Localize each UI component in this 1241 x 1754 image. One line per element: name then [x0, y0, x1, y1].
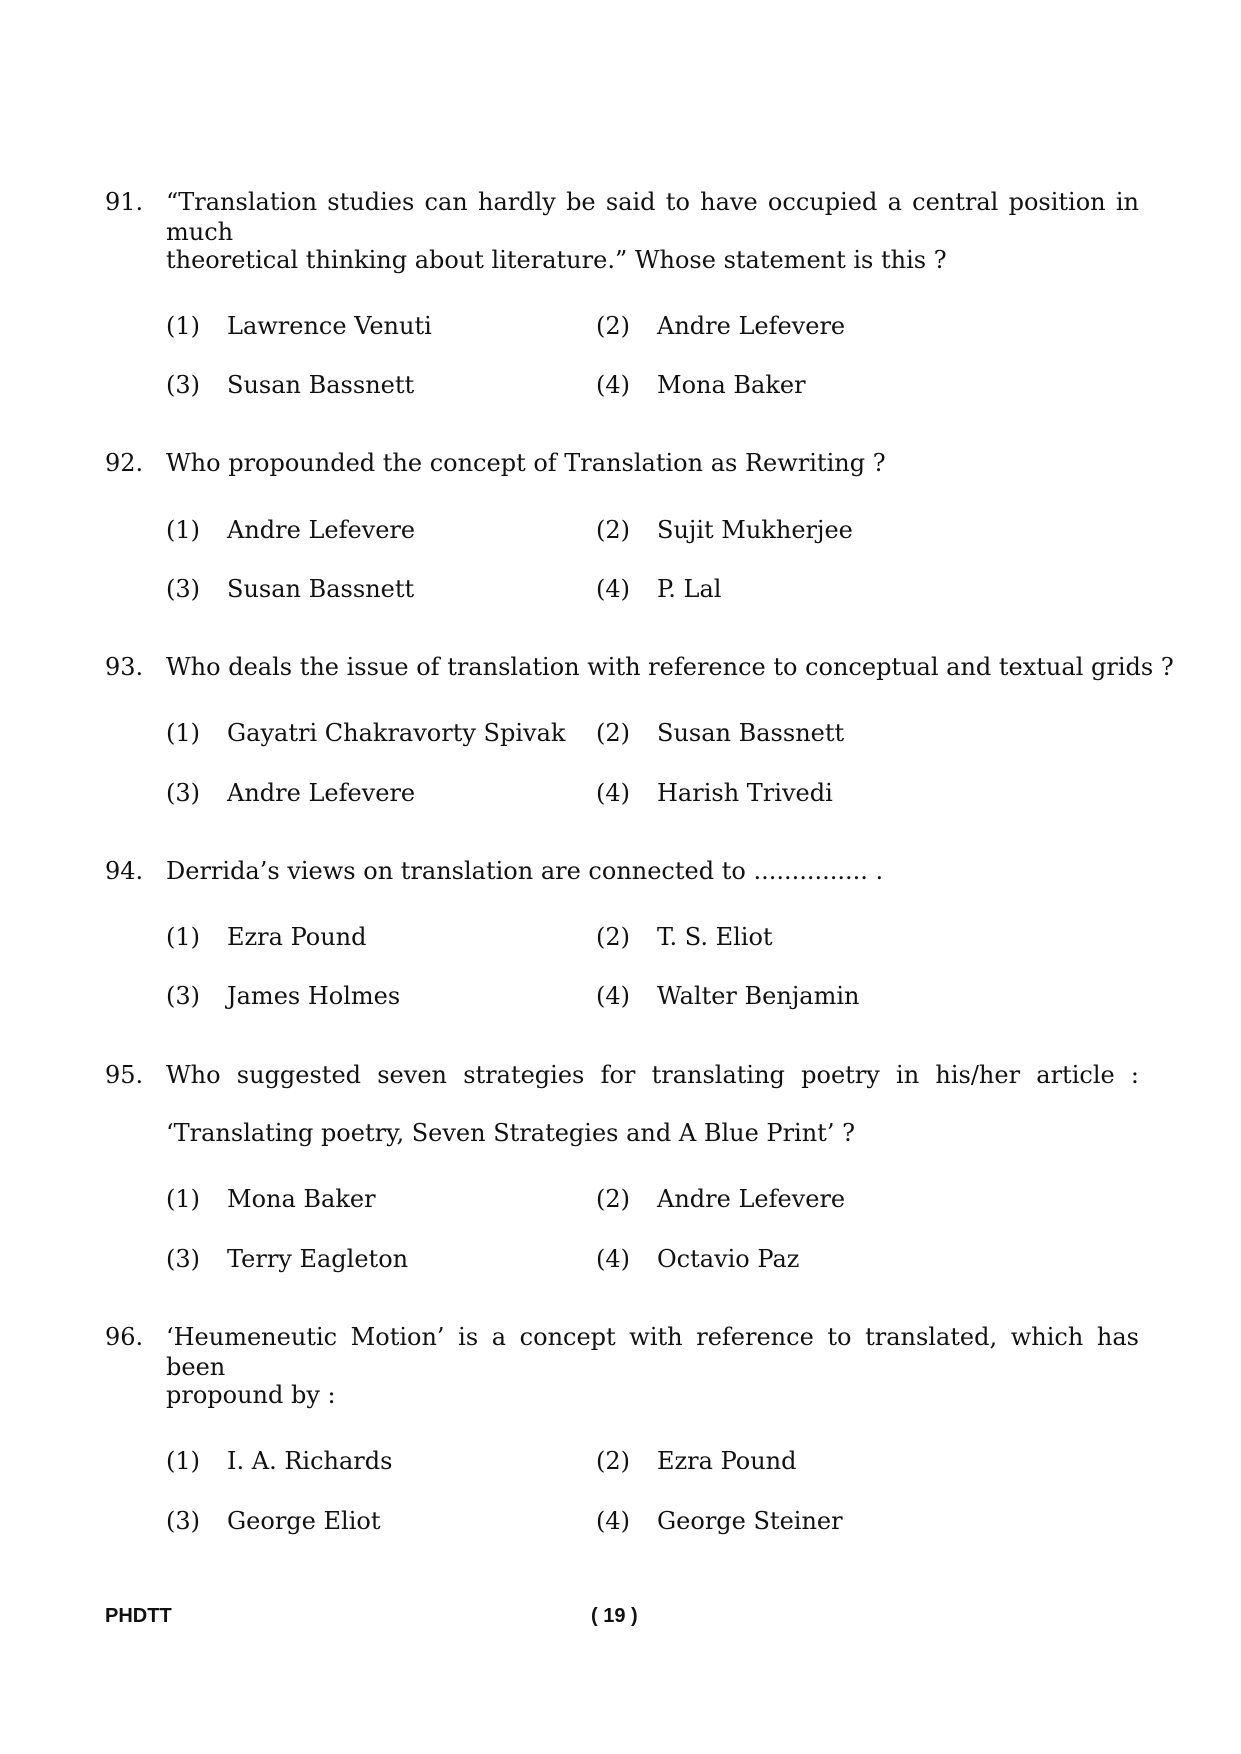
question-text-line-2: ‘Translating poetry, Seven Strategies and A Blue Print’ ? [166, 1119, 855, 1147]
option-number: (1) [166, 923, 200, 951]
option-text: Susan Bassnett [657, 719, 845, 747]
option-text: Walter Benjamin [657, 982, 860, 1010]
option-number: (1) [166, 719, 200, 747]
option-number: (4) [596, 1507, 630, 1535]
option-number: (3) [166, 1245, 200, 1273]
option-text: Andre Lefevere [657, 1185, 846, 1213]
question-number: 93. [105, 653, 144, 681]
option-text: Susan Bassnett [227, 575, 415, 603]
option-number: (1) [166, 1447, 200, 1475]
question-number: 95. [105, 1061, 144, 1089]
option-number: (1) [166, 312, 200, 340]
option-number: (3) [166, 779, 200, 807]
option-text: George Eliot [227, 1507, 381, 1535]
question-text-line-1: “Translation studies can hardly be said to have occupied a central position in much [166, 188, 1139, 246]
option-number: (4) [596, 575, 630, 603]
page-number: ( 19 ) [591, 1605, 638, 1627]
question-text-line-1: Who propounded the concept of Translation as Rewriting ? [166, 449, 886, 477]
option-number: (3) [166, 371, 200, 399]
option-text: Octavio Paz [657, 1245, 800, 1273]
option-text: T. S. Eliot [657, 923, 773, 951]
option-text: Harish Trivedi [657, 779, 833, 807]
question-number: 91. [105, 188, 144, 216]
option-number: (4) [596, 1245, 630, 1273]
option-text: Terry Eagleton [227, 1245, 409, 1273]
option-text: Susan Bassnett [227, 371, 415, 399]
footer-code: PHDTT [105, 1605, 172, 1627]
option-text: I. A. Richards [227, 1447, 393, 1475]
option-text: Mona Baker [227, 1185, 376, 1213]
option-number: (3) [166, 982, 200, 1010]
option-number: (2) [596, 1185, 630, 1213]
option-number: (2) [596, 719, 630, 747]
option-text: Andre Lefevere [657, 312, 846, 340]
option-text: Ezra Pound [657, 1447, 797, 1475]
option-text: Mona Baker [657, 371, 806, 399]
option-number: (2) [596, 923, 630, 951]
option-number: (1) [166, 1185, 200, 1213]
option-number: (1) [166, 516, 200, 544]
question-number: 94. [105, 857, 144, 885]
option-number: (3) [166, 1507, 200, 1535]
option-text: Gayatri Chakravorty Spivak [227, 719, 566, 747]
question-text-line-1: Derrida’s views on translation are connected to ............... . [166, 857, 884, 885]
option-text: James Holmes [227, 982, 401, 1010]
question-text-line-1: Who deals the issue of translation with reference to conceptual and textual grids ? [166, 653, 1174, 681]
option-number: (2) [596, 516, 630, 544]
question-text-line-2: propound by : [166, 1381, 336, 1409]
question-text-line-2: theoretical thinking about literature.” Whose statement is this ? [166, 246, 947, 274]
option-number: (3) [166, 575, 200, 603]
option-text: Lawrence Venuti [227, 312, 432, 340]
option-text: Sujit Mukherjee [657, 516, 853, 544]
option-number: (2) [596, 312, 630, 340]
question-number: 96. [105, 1323, 144, 1351]
option-number: (2) [596, 1447, 630, 1475]
question-number: 92. [105, 449, 144, 477]
option-text: Ezra Pound [227, 923, 367, 951]
option-number: (4) [596, 371, 630, 399]
question-text-line-1: Who suggested seven strategies for translating poetry in his/her article : [166, 1061, 1139, 1089]
option-number: (4) [596, 779, 630, 807]
option-text: Andre Lefevere [227, 516, 416, 544]
question-text-line-1: ‘Heumeneutic Motion’ is a concept with reference to translated, which has been [166, 1323, 1139, 1381]
option-text: George Steiner [657, 1507, 843, 1535]
option-text: P. Lal [657, 575, 722, 603]
option-number: (4) [596, 982, 630, 1010]
option-text: Andre Lefevere [227, 779, 416, 807]
